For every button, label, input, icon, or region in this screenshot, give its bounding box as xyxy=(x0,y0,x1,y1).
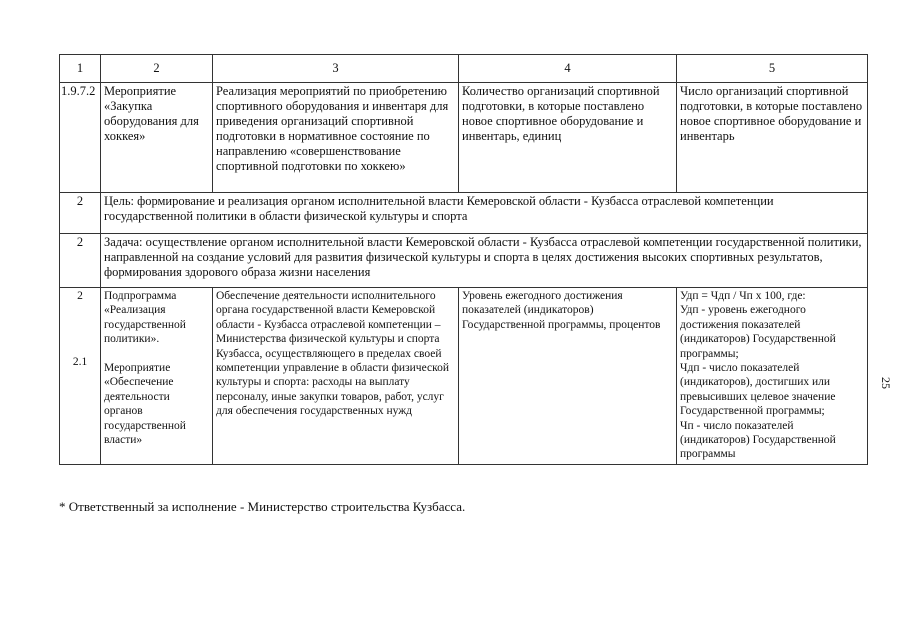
main-table xyxy=(59,54,868,465)
formula-definition: Чдп - число показателей (индикаторов), достигших или превысивших целевое значение Государственной программы; xyxy=(680,362,836,418)
footnote: * Ответственный за исполнение - Министерство строительства Кузбасса. xyxy=(59,499,466,514)
indicator-name: Количество организаций спортивной подготовки, в которые поставлено новое спортивное оборудование и инвентарь, единиц xyxy=(459,83,677,193)
event-description: Обеспечение деятельности исполнительного органа государственной власти Кемеровской области - Кузбасса отраслевой компетенции – Министерства физической культуры и спорта Кузбасса, осуществляющего в пределах своей компетенции управление в области физической культуры и спорта: расходы на выплату персоналу, иные закупки товаров, работ, услуг для обеспечения государственных нужд xyxy=(213,288,459,465)
header-cell-2: 2 xyxy=(101,55,213,83)
event-name: Мероприятие «Обеспечение деятельности органов государственной власти» xyxy=(104,362,186,447)
row-number: 2.1 xyxy=(72,356,88,369)
table-row xyxy=(60,288,868,465)
table-row xyxy=(60,234,868,288)
table-header-row xyxy=(60,55,868,83)
row-number: 2 xyxy=(60,234,101,288)
event-name: Мероприятие «Закупка оборудования для хоккея» xyxy=(101,83,213,193)
indicator-formula: Число организаций спортивной подготовки, в которые поставлено новое спортивное оборудование и инвентарь xyxy=(677,83,868,193)
header-cell-1: 1 xyxy=(60,55,101,83)
header-cell-3: 3 xyxy=(213,55,459,83)
row-number: 2 xyxy=(77,290,83,302)
indicator-formula-cell xyxy=(677,288,868,465)
row-number: 2 xyxy=(60,193,101,234)
program-cell xyxy=(101,288,213,465)
indicator-name: Уровень ежегодного достижения показателей (индикаторов) Государственной программы, процентов xyxy=(459,288,677,465)
row-number-cell xyxy=(60,288,101,465)
formula-definition: Удп - уровень ежегодного достижения показателей (индикаторов) Государственной программы; xyxy=(680,304,836,360)
indicator-formula: Удп = Чдп / Чп x 100, где: xyxy=(680,290,806,302)
task-text: Задача: осуществление органом исполнительной власти Кемеровской области - Кузбасса отраслевой компетенции государственной политики, направленной на создание условий для развития физической культуры и спорта в целях достижения высоких спортивных результатов, формирования здорового образа жизни населения xyxy=(101,234,868,288)
table-row xyxy=(60,83,868,193)
row-number: 1.9.7.2 xyxy=(60,83,101,193)
formula-definition: Чп - число показателей (индикаторов) Государственной программы xyxy=(680,419,836,461)
header-cell-5: 5 xyxy=(677,55,868,83)
header-cell-4: 4 xyxy=(459,55,677,83)
table-row xyxy=(60,193,868,234)
subprogram-name: Подпрограмма «Реализация государственной политики». xyxy=(104,290,186,346)
goal-text: Цель: формирование и реализация органом исполнительной власти Кемеровской области - Кузбасса отраслевой компетенции государственной политики в области физической культуры и спорта xyxy=(101,193,868,234)
event-description: Реализация мероприятий по приобретению спортивного оборудования и инвентаря для приведения организаций спортивной подготовки в нормативное состояние по направлению «совершенствование спортивной подготовки по хоккею» xyxy=(213,83,459,193)
page-number: 25 xyxy=(879,377,893,389)
